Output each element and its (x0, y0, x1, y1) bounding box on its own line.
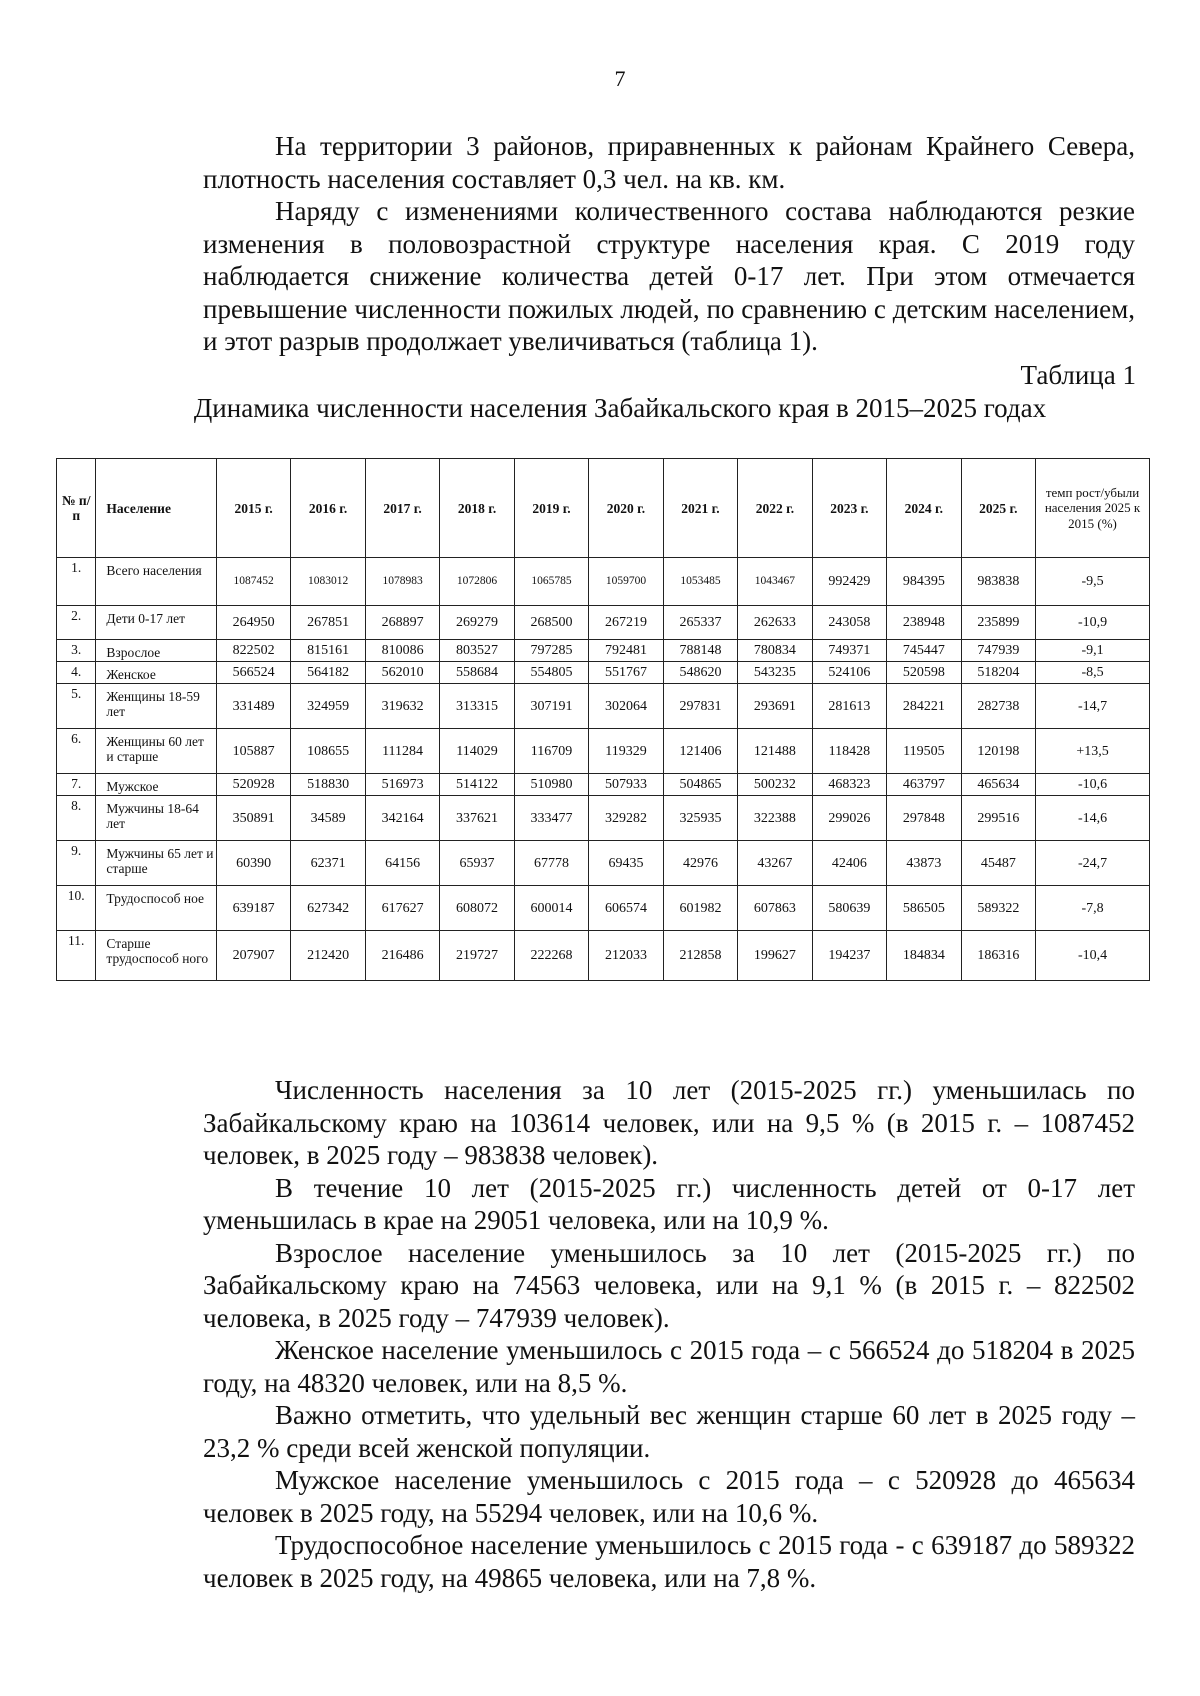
table-row (57, 729, 1150, 774)
row-number-cell: 6. (57, 729, 96, 774)
row-name-cell: Мужское (96, 774, 216, 796)
growth-cell: -10,9 (1036, 606, 1150, 640)
header-year: 2018 г. (440, 459, 514, 558)
value-cell: 324959 (291, 684, 365, 729)
value-cell: 184834 (887, 931, 961, 981)
paragraph: Наряду с изменениями количественного состава наблюдаются резкие изменения в половозрастной структуре населения края. С 2019 году наблюдается снижение количества детей 0-17 лет. При этом отмечается превышение численности пожилых людей, по сравнению с детским населением, и этот разрыв продолжает увеличиваться (таблица 1). (203, 196, 1135, 356)
value-cell: 500232 (738, 774, 812, 796)
value-cell: 510980 (514, 774, 588, 796)
value-cell: 524106 (812, 662, 886, 684)
growth-cell: -7,8 (1036, 886, 1150, 931)
value-cell: 792481 (589, 640, 663, 662)
row-number-cell: 2. (57, 606, 96, 640)
table-row (57, 640, 1150, 662)
value-cell: 504865 (663, 774, 737, 796)
table-row (57, 841, 1150, 886)
value-cell: 216486 (365, 931, 439, 981)
value-cell: 199627 (738, 931, 812, 981)
value-cell: 282738 (961, 684, 1035, 729)
row-number-cell: 9. (57, 841, 96, 886)
value-cell: 749371 (812, 640, 886, 662)
value-cell: 222268 (514, 931, 588, 981)
value-cell: 67778 (514, 841, 588, 886)
value-cell: 586505 (887, 886, 961, 931)
value-cell: 212858 (663, 931, 737, 981)
summary-text (203, 1074, 1135, 1594)
row-number-cell: 3. (57, 640, 96, 662)
header-year: 2017 г. (365, 459, 439, 558)
value-cell: 307191 (514, 684, 588, 729)
value-cell: 114029 (440, 729, 514, 774)
value-cell: 62371 (291, 841, 365, 886)
value-cell: 566524 (216, 662, 290, 684)
value-cell: 337621 (440, 796, 514, 841)
value-cell: 617627 (365, 886, 439, 931)
value-cell: 207907 (216, 931, 290, 981)
value-cell: 105887 (216, 729, 290, 774)
header-population: Население (96, 459, 216, 558)
value-cell: 64156 (365, 841, 439, 886)
value-cell: 235899 (961, 606, 1035, 640)
value-cell: 788148 (663, 640, 737, 662)
growth-cell: -9,1 (1036, 640, 1150, 662)
value-cell: 554805 (514, 662, 588, 684)
value-cell: 608072 (440, 886, 514, 931)
value-cell: 43267 (738, 841, 812, 886)
value-cell: 520598 (887, 662, 961, 684)
value-cell: 797285 (514, 640, 588, 662)
value-cell: 600014 (514, 886, 588, 931)
value-cell: 267219 (589, 606, 663, 640)
value-cell: 627342 (291, 886, 365, 931)
value-cell: 268897 (365, 606, 439, 640)
value-cell: 313315 (440, 684, 514, 729)
value-cell: 564182 (291, 662, 365, 684)
value-cell: 219727 (440, 931, 514, 981)
value-cell: 520928 (216, 774, 290, 796)
value-cell: 1065785 (514, 558, 588, 606)
intro-text (203, 130, 1135, 358)
value-cell: 562010 (365, 662, 439, 684)
paragraph: Важно отметить, что удельный вес женщин старше 60 лет в 2025 году – 23,2 % среди всей женской популяции. (203, 1400, 1135, 1463)
value-cell: 815161 (291, 640, 365, 662)
row-name-cell: Дети 0-17 лет (96, 606, 216, 640)
value-cell: 331489 (216, 684, 290, 729)
value-cell: 269279 (440, 606, 514, 640)
header-growth: темп рост/убыли населения 2025 к 2015 (%) (1036, 459, 1150, 558)
row-number-cell: 1. (57, 558, 96, 606)
value-cell: 43873 (887, 841, 961, 886)
value-cell: 803527 (440, 640, 514, 662)
header-year: 2022 г. (738, 459, 812, 558)
paragraph: Трудоспособное население уменьшилось с 2015 года - с 639187 до 589322 человек в 2025 году, на 49865 человека, или на 7,8 %. (203, 1530, 1135, 1593)
row-number-cell: 11. (57, 931, 96, 981)
row-number-cell: 7. (57, 774, 96, 796)
row-number-cell: 8. (57, 796, 96, 841)
table-row (57, 886, 1150, 931)
header-year: 2025 г. (961, 459, 1035, 558)
row-number-cell: 10. (57, 886, 96, 931)
value-cell: 119329 (589, 729, 663, 774)
header-year: 2023 г. (812, 459, 886, 558)
value-cell: 268500 (514, 606, 588, 640)
page-number: 7 (614, 66, 626, 91)
table-row (57, 606, 1150, 640)
value-cell: 267851 (291, 606, 365, 640)
growth-cell: -14,7 (1036, 684, 1150, 729)
value-cell: 342164 (365, 796, 439, 841)
value-cell: 302064 (589, 684, 663, 729)
value-cell: 518830 (291, 774, 365, 796)
value-cell: 243058 (812, 606, 886, 640)
value-cell: 1083012 (291, 558, 365, 606)
header-year: 2021 г. (663, 459, 737, 558)
value-cell: 120198 (961, 729, 1035, 774)
value-cell: 297848 (887, 796, 961, 841)
value-cell: 992429 (812, 558, 886, 606)
paragraph: Мужское население уменьшилось с 2015 года – с 520928 до 465634 человек в 2025 году, на 55294 человек, или на 10,6 %. (203, 1465, 1135, 1528)
value-cell: 293691 (738, 684, 812, 729)
value-cell: 1043467 (738, 558, 812, 606)
row-number-cell: 4. (57, 662, 96, 684)
growth-cell: +13,5 (1036, 729, 1150, 774)
header-number: № п/п (57, 459, 96, 558)
population-table (56, 458, 1150, 981)
paragraph: На территории 3 районов, приравненных к районам Крайнего Севера, плотность населения составляет 0,3 чел. на кв. км. (203, 131, 1135, 194)
value-cell: 589322 (961, 886, 1035, 931)
value-cell: 60390 (216, 841, 290, 886)
value-cell: 284221 (887, 684, 961, 729)
header-year: 2020 г. (589, 459, 663, 558)
table-row (57, 931, 1150, 981)
value-cell: 465634 (961, 774, 1035, 796)
value-cell: 543235 (738, 662, 812, 684)
value-cell: 822502 (216, 640, 290, 662)
value-cell: 329282 (589, 796, 663, 841)
value-cell: 297831 (663, 684, 737, 729)
row-name-cell: Мужчины 65 лет и старше (96, 841, 216, 886)
growth-cell: -9,5 (1036, 558, 1150, 606)
row-name-cell: Мужчины 18-64 лет (96, 796, 216, 841)
value-cell: 299026 (812, 796, 886, 841)
row-number-cell: 5. (57, 684, 96, 729)
value-cell: 108655 (291, 729, 365, 774)
value-cell: 212033 (589, 931, 663, 981)
header-year: 2016 г. (291, 459, 365, 558)
value-cell: 116709 (514, 729, 588, 774)
value-cell: 984395 (887, 558, 961, 606)
value-cell: 69435 (589, 841, 663, 886)
value-cell: 518204 (961, 662, 1035, 684)
value-cell: 780834 (738, 640, 812, 662)
value-cell: 548620 (663, 662, 737, 684)
table-title: Динамика численности населения Забайкальского края в 2015–2025 годах (193, 393, 1047, 423)
value-cell: 1072806 (440, 558, 514, 606)
value-cell: 42976 (663, 841, 737, 886)
value-cell: 468323 (812, 774, 886, 796)
table-row (57, 684, 1150, 729)
paragraph: Численность населения за 10 лет (2015-2025 гг.) уменьшилась по Забайкальскому краю на 103614 человек, или на 9,5 % (в 2015 г. – 1087452 человек, в 2025 году – 983838 человек). (203, 1075, 1135, 1170)
value-cell: 121406 (663, 729, 737, 774)
value-cell: 212420 (291, 931, 365, 981)
value-cell: 639187 (216, 886, 290, 931)
value-cell: 558684 (440, 662, 514, 684)
value-cell: 299516 (961, 796, 1035, 841)
table-header-row (57, 459, 1150, 558)
value-cell: 350891 (216, 796, 290, 841)
value-cell: 281613 (812, 684, 886, 729)
value-cell: 118428 (812, 729, 886, 774)
row-name-cell: Трудоспособ ное (96, 886, 216, 931)
value-cell: 45487 (961, 841, 1035, 886)
value-cell: 551767 (589, 662, 663, 684)
value-cell: 810086 (365, 640, 439, 662)
growth-cell: -10,6 (1036, 774, 1150, 796)
value-cell: 606574 (589, 886, 663, 931)
value-cell: 265337 (663, 606, 737, 640)
row-name-cell: Старше трудоспособ ного (96, 931, 216, 981)
value-cell: 264950 (216, 606, 290, 640)
row-name-cell: Женщины 18-59 лет (96, 684, 216, 729)
header-year: 2024 г. (887, 459, 961, 558)
value-cell: 507933 (589, 774, 663, 796)
value-cell: 1059700 (589, 558, 663, 606)
value-cell: 747939 (961, 640, 1035, 662)
table-row (57, 558, 1150, 606)
paragraph: Женское население уменьшилось с 2015 года – с 566524 до 518204 в 2025 году, на 48320 человек, или на 8,5 %. (203, 1335, 1135, 1398)
value-cell: 262633 (738, 606, 812, 640)
value-cell: 1087452 (216, 558, 290, 606)
value-cell: 580639 (812, 886, 886, 931)
growth-cell: -24,7 (1036, 841, 1150, 886)
table-row (57, 662, 1150, 684)
header-year: 2015 г. (216, 459, 290, 558)
value-cell: 516973 (365, 774, 439, 796)
value-cell: 514122 (440, 774, 514, 796)
value-cell: 238948 (887, 606, 961, 640)
value-cell: 983838 (961, 558, 1035, 606)
paragraph: Взрослое население уменьшилось за 10 лет (2015-2025 гг.) по Забайкальскому краю на 74563 человека, или на 9,1 % (в 2015 г. – 822502 человека, в 2025 году – 747939 человек). (203, 1237, 1135, 1333)
value-cell: 34589 (291, 796, 365, 841)
value-cell: 42406 (812, 841, 886, 886)
value-cell: 607863 (738, 886, 812, 931)
value-cell: 121488 (738, 729, 812, 774)
value-cell: 319632 (365, 684, 439, 729)
row-name-cell: Взрослое (96, 640, 216, 662)
row-name-cell: Женское (96, 662, 216, 684)
table-row (57, 774, 1150, 796)
value-cell: 111284 (365, 729, 439, 774)
growth-cell: -8,5 (1036, 662, 1150, 684)
value-cell: 463797 (887, 774, 961, 796)
paragraph: В течение 10 лет (2015-2025 гг.) численность детей от 0-17 лет уменьшилась в крае на 29051 человека, или на 10,9 %. (203, 1172, 1135, 1235)
value-cell: 745447 (887, 640, 961, 662)
value-cell: 119505 (887, 729, 961, 774)
header-year: 2019 г. (514, 459, 588, 558)
row-name-cell: Женщины 60 лет и старше (96, 729, 216, 774)
row-name-cell: Всего населения (96, 558, 216, 606)
value-cell: 65937 (440, 841, 514, 886)
growth-cell: -10,4 (1036, 931, 1150, 981)
table-label: Таблица 1 (1020, 360, 1136, 390)
value-cell: 194237 (812, 931, 886, 981)
value-cell: 1053485 (663, 558, 737, 606)
value-cell: 186316 (961, 931, 1035, 981)
table-body (57, 558, 1150, 981)
value-cell: 325935 (663, 796, 737, 841)
growth-cell: -14,6 (1036, 796, 1150, 841)
value-cell: 601982 (663, 886, 737, 931)
table-row (57, 796, 1150, 841)
value-cell: 333477 (514, 796, 588, 841)
value-cell: 1078983 (365, 558, 439, 606)
value-cell: 322388 (738, 796, 812, 841)
